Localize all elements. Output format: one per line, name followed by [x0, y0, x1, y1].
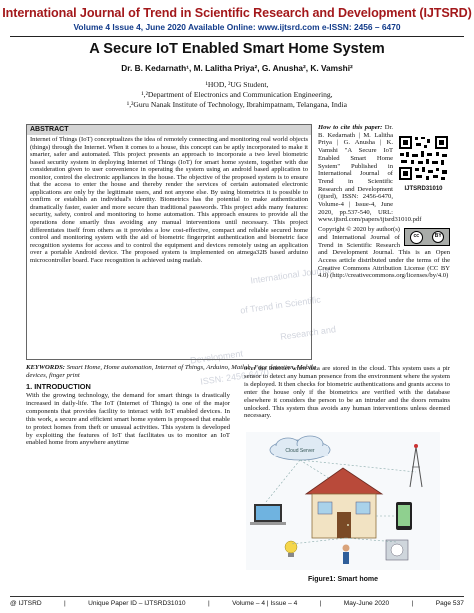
affiliation-line: ¹,²Department of Electronics and Communication Engineering, — [141, 90, 333, 99]
cc-license-badge[interactable] — [404, 228, 450, 246]
journal-subtitle: Volume 4 Issue 4, June 2020 Available Online: www.ijtsrd.com e-ISSN: 2456 – 6470 — [73, 22, 401, 32]
person-icon — [343, 545, 350, 565]
page-footer — [10, 600, 464, 607]
footer-date: May-June 2020 — [343, 600, 390, 607]
header-divider — [10, 36, 464, 37]
smart-home-figure — [246, 432, 440, 570]
copyright-notice — [318, 224, 450, 280]
cc-icon: cc — [410, 231, 423, 244]
journal-header — [0, 6, 474, 32]
footer-handle: @ IJTSRD — [10, 600, 42, 607]
qr-code-label: IJTSRD31010 — [397, 186, 450, 194]
by-icon: BY — [432, 231, 444, 243]
footer-separator: | — [208, 600, 210, 607]
watermark-text: Development — [189, 348, 244, 366]
watermark-text: Research and — [279, 324, 337, 342]
abstract-box — [26, 124, 312, 360]
laptop-icon — [250, 504, 286, 525]
watermark-text: of Trend in Scientific — [239, 294, 322, 316]
abstract-text: Internet of Things (IoT) conceptualizes the idea of remotely connecting and monitoring real world objects (things) through the Internet. When it comes to a house, this concept can be aptly incorporated to make it smarter, safer and automated. This project presents an approach to incorporate a two level biometric based security system in deploying Internet of Things (IoT) for smart home system, together with due consideration given to user convenience in operating the system using an android based application to monitor, control the electronic appliances in the house. The objective of the proposed system is to ensure that the access to enter the house and thereby render the services of certain automated electronic applications are only by the legitimate users, and not anyone else. By using biometrics it is possible to confirm or establish an individual's identity. Biometrics has the potential to make authentication dramatically faster, easier and more secure than traditional passwords. This project adds many features: security, safety, control and monitoring to home automation. This approach ensures to provide all the operations done smartly thus avoiding any manual interventions until necessary. This project differentiates itself from others as it provides a low cost-effective, compact and reliable secured home control and monitoring system with the aid of biometric fingerprint authentication and biometric face recognition systems for access and to control the equipment and devices remotely using an application over a portable Android device. The proposed system is implemented on atmega32B based arduino microcontroller board. Face recognition is achieved using matlab. — [30, 136, 308, 264]
copyright-text: Copyright © 2020 by author(s) and International Journal of Trend in Scientific Research and Development Journal. This is an Open Access article distributed under the terms of the Creative Commons Attribution License (CC BY 4.0) (http://creativecommons.org/licenses/by/4.0) — [318, 226, 450, 280]
watermark-text: ISSN: 2456-6470 — [199, 367, 270, 387]
affiliation-line: ¹,²Guru Nanak Institute of Technology, Ibrahimpatnam, Telangana, India — [126, 100, 348, 109]
footer-volume: Volume – 4 | Issue – 4 — [232, 600, 298, 607]
footer-paper-id: Unique Paper ID – IJTSRD31010 — [88, 600, 186, 607]
footer-page: Page 537 — [435, 600, 464, 607]
citation — [318, 124, 422, 224]
citation-text[interactable]: Dr. B. Kedarnath | M. Lalitha Priya | G. Anusha | K. Vamshi "A Secure IoT Enabled Smart Home System" Published in International Journal of Trend in Scientific Research and Development (ijtsrd), ISSN: 2456-6470, Volume-4 | Issue-4, June 2020, pp.537-540, URL: www.ijtsrd.com/papers/ijtsrd31010.pdf — [318, 124, 422, 224]
footer-divider — [10, 596, 464, 597]
qr-code[interactable] — [397, 134, 450, 192]
paper-authors: Dr. B. Kedarnath¹, M. Lalitha Priya², G. Anusha², K. Vamshi² — [121, 63, 353, 73]
smart-home-diagram — [246, 432, 440, 570]
footer-separator: | — [64, 600, 66, 607]
affiliation-line: ¹HOD, ²UG Student, — [205, 80, 269, 89]
keywords-label: KEYWORDS: — [26, 364, 66, 371]
qr-code-icon — [397, 134, 450, 182]
footer-separator: | — [411, 600, 414, 607]
introduction-right-column: over the Internet when data are stored in the cloud. This system uses a pir sensor to detect any human presence from the environment where the system is deployed. It then checks for biometric authentications and grants access to enter the house only if the biometrics are verified with the database elsewhere it considers the person to be an intruder and the doors remains unlocked. This system thus avoids any human interventions unless deemed necessary. — [244, 365, 450, 420]
abstract-heading: ABSTRACT — [27, 125, 311, 135]
watermark-text: International Journal — [249, 264, 332, 286]
appliance-icon — [386, 540, 408, 560]
smartphone-icon — [396, 502, 412, 530]
section-heading: 1. INTRODUCTION — [26, 382, 91, 391]
figure-caption: Figure1: Smart home — [307, 576, 378, 583]
citation-panel — [318, 124, 450, 280]
citation-label: How to cite this paper: — [318, 124, 383, 131]
journal-title: International Journal of Trend in Scientific Research and Development (IJTSRD) — [2, 6, 472, 20]
footer-separator: | — [319, 600, 322, 607]
paper-title: A Secure IoT Enabled Smart Home System — [89, 41, 385, 57]
introduction-left-column: With the growing technology, the demand for smart things is drastically increased in daily-life. The IoT (Internet of Things) is one of the major components that provides facility to interact with IoT enabled devices. In this work, a secure and efficient smart home system is proposed that enable to protect homes from theft or unusual activities. This system is developed by exploiting the features of IoT that facilitates us to monitor an IoT enabled home from anywhere anytime — [26, 392, 230, 447]
keywords-text: Smart Home, Home automation, Internet of Things, Arduino, Matlab, Face detection, Mobile devices, finger print — [26, 364, 316, 379]
cloud-label: Cloud Server — [285, 448, 315, 454]
